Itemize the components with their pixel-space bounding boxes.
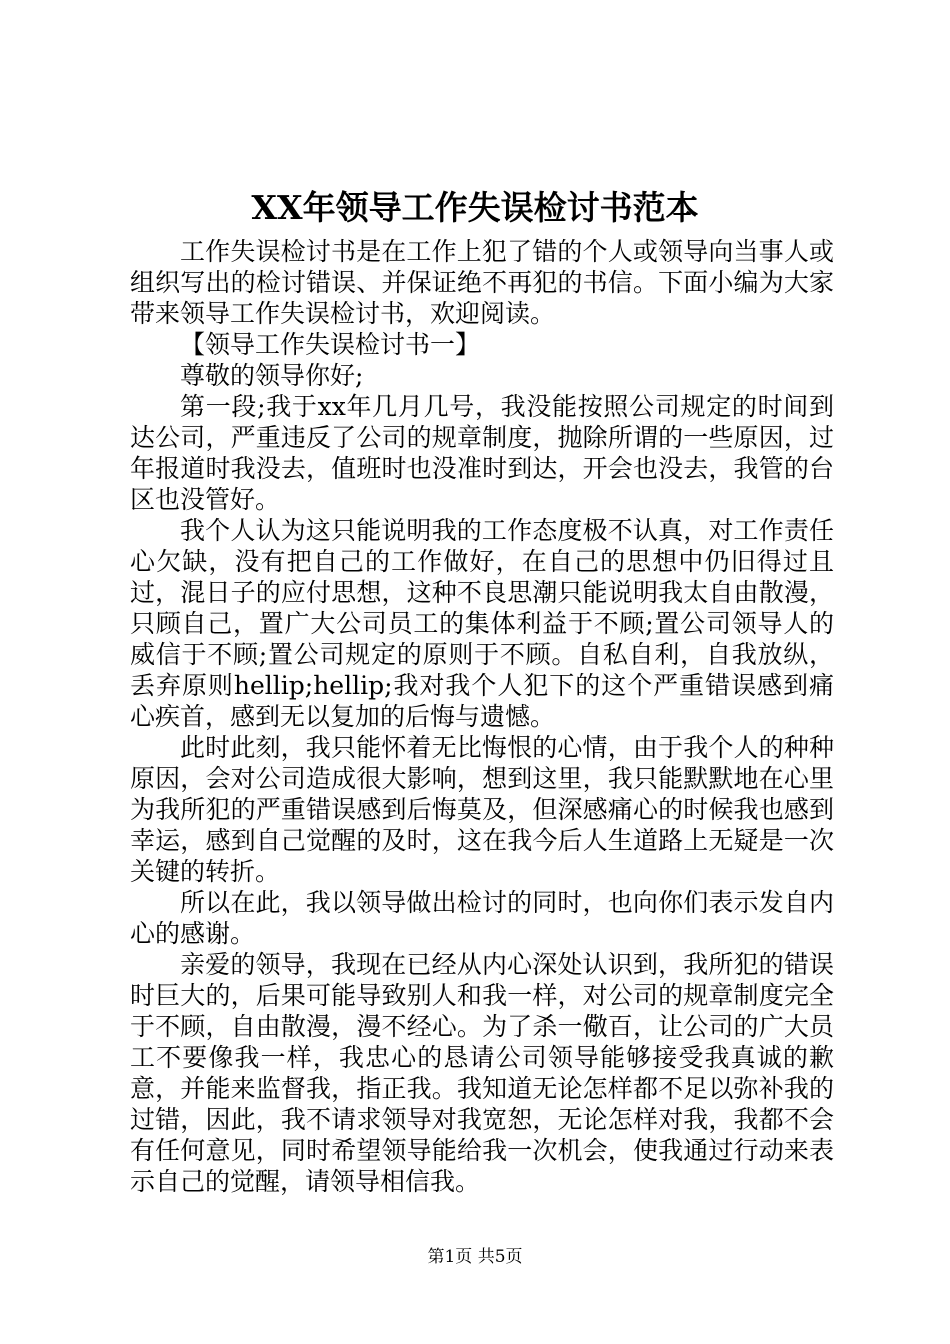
body-paragraph: 第一段;我于xx年几月几号，我没能按照公司规定的时间到达公司，严重违反了公司的规章制度，抛除所谓的一些原因，过年报道时我没去，值班时也没准时到达，开会也没去，我管的台区也没管好。 bbox=[130, 392, 834, 514]
document-body bbox=[130, 236, 834, 1197]
body-paragraph: 亲爱的领导，我现在已经从内心深处认识到，我所犯的错误时巨大的，后果可能导致别人和我一样，对公司的规章制度完全于不顾，自由散漫，漫不经心。为了杀一儆百，让公司的广大员工不要像我一样，我忠心的恳请公司领导能够接受我真诚的歉意，并能来监督我，指正我。我知道无论怎样都不足以弥补我的过错，因此，我不请求领导对我宽恕，无论怎样对我，我都不会有任何意见，同时希望领导能给我一次机会，使我通过行动来表示自己的觉醒，请领导相信我。 bbox=[130, 950, 834, 1196]
body-paragraph: 我个人认为这只能说明我的工作态度极不认真，对工作责任心欠缺，没有把自己的工作做好，在自己的思想中仍旧得过且过，混日子的应付思想，这种不良思潮只能说明我太自由散漫，只顾自己，置广大公司员工的集体利益于不顾;置公司领导人的威信于不顾;置公司规定的原则于不顾。自私自利，自我放纵，丢弃原则hellip;hellip;我对我个人犯下的这个严重错误感到痛心疾首，感到无以复加的后悔与遗憾。 bbox=[130, 516, 834, 731]
intro-paragraph: 工作失误检讨书是在工作上犯了错的个人或领导向当事人或组织写出的检讨错误、并保证绝不再犯的书信。下面小编为大家带来领导工作失误检讨书，欢迎阅读。 bbox=[130, 237, 834, 328]
document-title: XX年领导工作失误检讨书范本 bbox=[251, 188, 699, 227]
section-heading: 【领导工作失误检讨书一】 bbox=[180, 330, 481, 359]
page-number-footer: 第1页 共5页 bbox=[427, 1247, 523, 1267]
body-paragraph: 此时此刻，我只能怀着无比悔恨的心情，由于我个人的种种原因，会对公司造成很大影响，想到这里，我只能默默地在心里为我所犯的严重错误感到后悔莫及，但深感痛心的时候我也感到幸运，感到自己觉醒的及时，这在我今后人生道路上无疑是一次关键的转折。 bbox=[130, 733, 834, 886]
salutation: 尊敬的领导你好; bbox=[180, 361, 364, 390]
body-paragraph: 所以在此，我以领导做出检讨的同时，也向你们表示发自内心的感谢。 bbox=[130, 888, 834, 948]
